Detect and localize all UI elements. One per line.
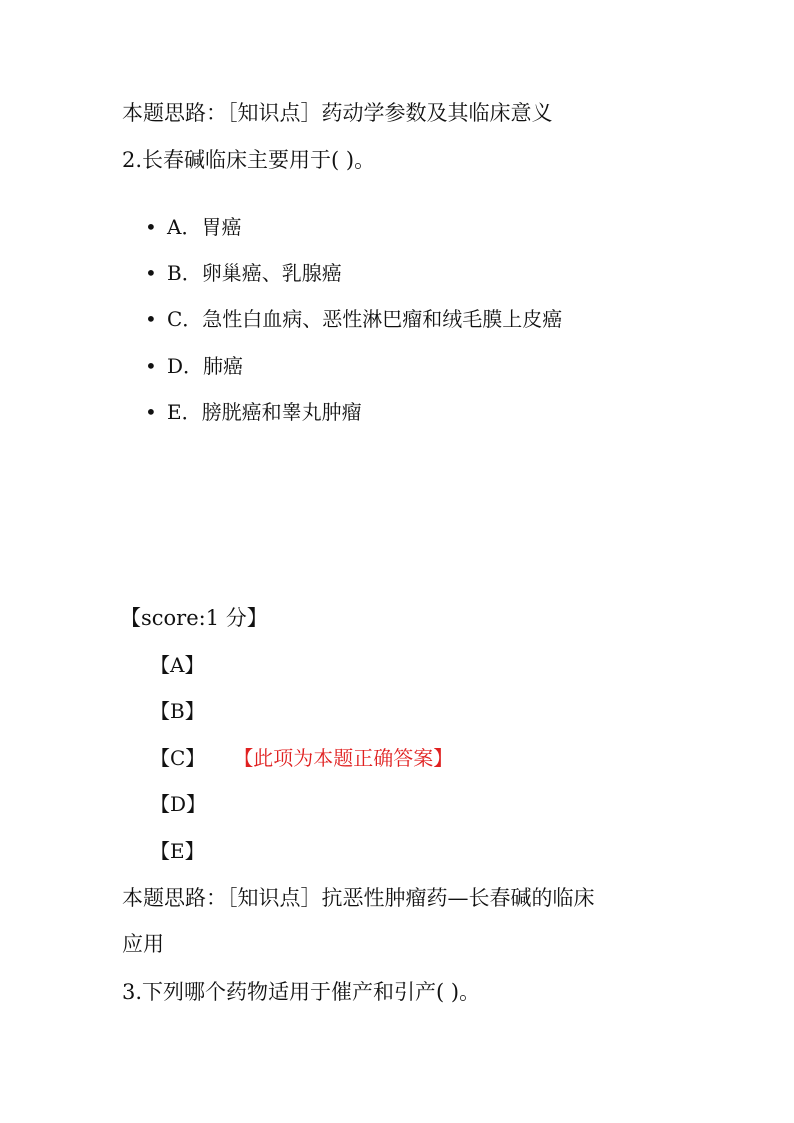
- option-text: B．卵巢癌、乳腺癌: [167, 261, 342, 285]
- answer-label: 【C】: [150, 746, 206, 770]
- bullet-icon: •: [145, 307, 157, 331]
- answer-d: [150, 790, 206, 818]
- answer-e: [150, 837, 205, 865]
- bullet-icon: •: [145, 400, 157, 424]
- answer-label: 【E】: [150, 839, 205, 863]
- bullet-icon: •: [145, 261, 157, 285]
- bullet-icon: •: [145, 215, 157, 239]
- q2-option-e: [145, 398, 362, 426]
- option-text: C．急性白血病、恶性淋巴瘤和绒毛膜上皮癌: [167, 307, 563, 331]
- q2-thought-line2: 应用: [122, 932, 164, 956]
- q2-option-a: [145, 213, 241, 241]
- answer-label: 【A】: [150, 653, 205, 677]
- option-text: E．膀胱癌和睾丸肿瘤: [167, 400, 362, 424]
- q2-score: 【score:1 分】: [120, 606, 268, 630]
- option-text: A．胃癌: [167, 215, 242, 239]
- answer-label: 【D】: [150, 792, 207, 816]
- q2-option-b: [145, 259, 342, 287]
- q1-thought: 本题思路：［知识点］药动学参数及其临床意义: [122, 101, 553, 125]
- answer-c: [150, 744, 453, 772]
- q2-option-d: [145, 352, 243, 380]
- option-text: D．肺癌: [167, 354, 244, 378]
- q2-thought-line1: 本题思路：［知识点］抗恶性肿瘤药—长春碱的临床: [122, 886, 595, 910]
- bullet-icon: •: [145, 354, 157, 378]
- q2-stem: 2.长春碱临床主要用于( )。: [122, 148, 376, 172]
- q2-option-c: [145, 305, 562, 333]
- answer-b: [150, 697, 205, 725]
- answer-label: 【B】: [150, 699, 205, 723]
- correct-answer-mark: 【此项为本题正确答案】: [243, 746, 454, 770]
- q3-stem: 3.下列哪个药物适用于催产和引产( )。: [122, 980, 481, 1004]
- answer-a: [150, 651, 204, 679]
